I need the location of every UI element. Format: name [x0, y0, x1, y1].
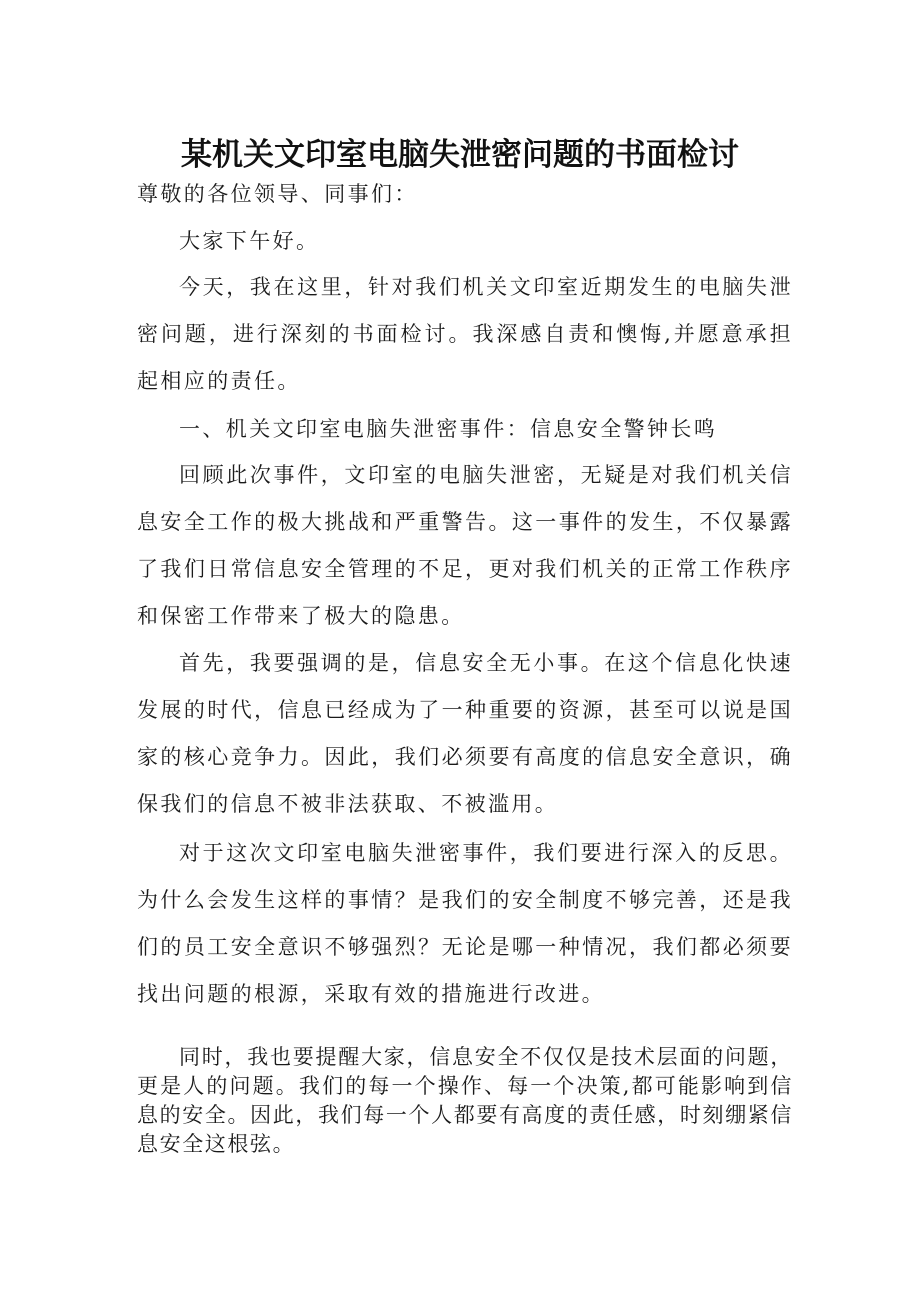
document-title: 某机关文印室电脑失泄密问题的书面检讨 — [181, 136, 739, 173]
paragraph-first: 首先，我要强调的是，信息安全无小事。在这个信息化快速发展的时代，信息已经成为了一种重要的资源，甚至可以说是国家的核心竞争力。因此，我们必须要有高度的信息安全意识，确保我们的信息不被非法获取、不被滥用。 — [137, 651, 793, 816]
paragraph-reflection: 对于这次文印室电脑失泄密事件，我们要进行深入的反思。为什么会发生这样的事情？是我们的安全制度不够完善，还是我们的员工安全意识不够强烈？无论是哪一种情况，我们都必须要找出问题的根源，采取有效的措施进行改进。 — [137, 841, 793, 1006]
paragraph-review: 回顾此次事件，文印室的电脑失泄密，无疑是对我们机关信息安全工作的极大挑战和严重警告。这一事件的发生，不仅暴露了我们日常信息安全管理的不足，更对我们机关的正常工作秩序和保密工作带来了极大的隐患。 — [137, 463, 793, 628]
paragraph-reminder: 同时，我也要提醒大家，信息安全不仅仅是技术层面的问题，更是人的问题。我们的每一个操作、每一个决策,都可能影响到信息的安全。因此，我们每一个人都要有高度的责任感，时刻绷紧信息安全这根弦。 — [137, 1045, 793, 1156]
salutation: 尊敬的各位领导、同事们： — [137, 182, 418, 206]
greeting: 大家下午好。 — [179, 229, 320, 253]
section-heading-1: 一、机关文印室电脑失泄密事件：信息安全警钟长鸣 — [179, 417, 718, 441]
paragraph-intro: 今天，我在这里，针对我们机关文印室近期发生的电脑失泄密问题，进行深刻的书面检讨。我深感自责和懊悔,并愿意承担起相应的责任。 — [137, 275, 793, 393]
